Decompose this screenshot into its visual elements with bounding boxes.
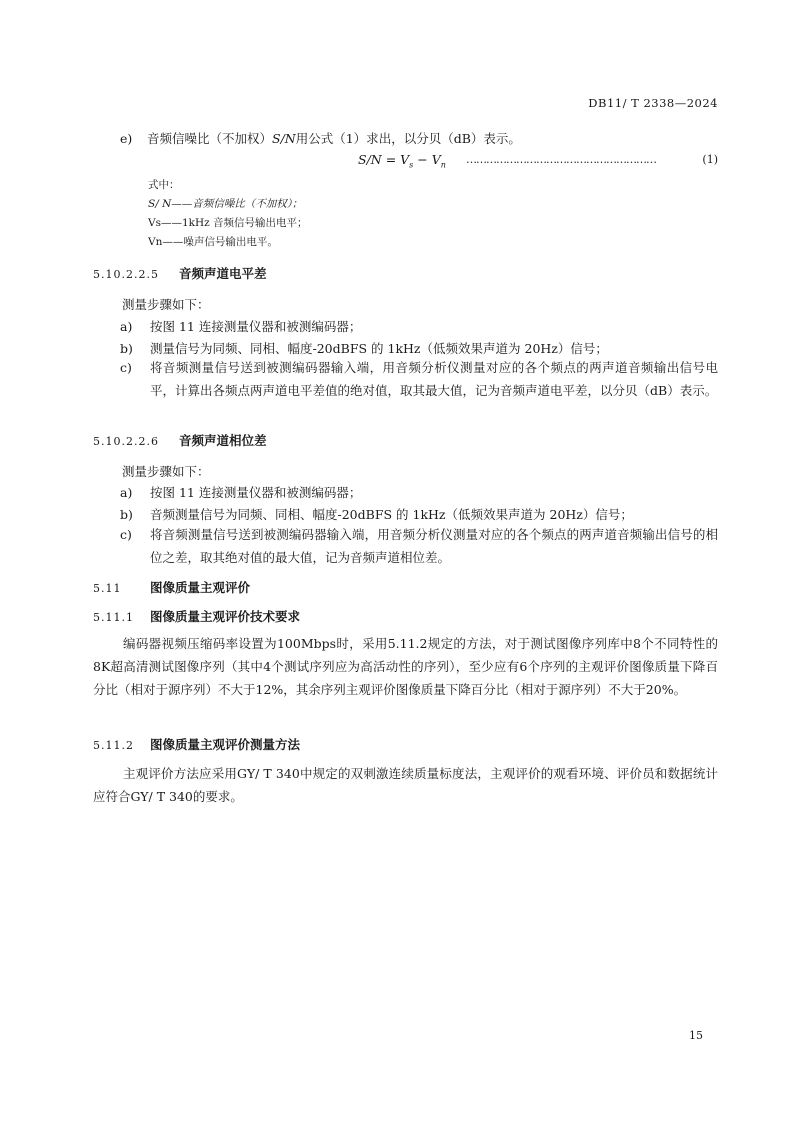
list-marker: a) [120,319,133,334]
steps-intro: 测量步骤如下： [122,297,210,312]
def-vn-text: Vn——噪声信号输出电平。 [148,236,278,248]
item-e-text-pre: 音频信噪比（不加权） [147,131,273,146]
formula [358,148,446,177]
section-heading-5-11 [93,578,250,596]
section-heading-5-11-2 [93,735,300,753]
section-number: 5.10.2.2.5 [93,268,159,281]
section-number: 5.11.2 [93,739,134,752]
list-marker: e) [120,131,133,146]
item-e-var: S/N [272,131,296,146]
where-intro: 式中： [148,179,180,191]
formula-eq: = [381,152,401,167]
section-title: 音频声道电平差 [179,266,267,281]
steps-intro: 测量步骤如下： [122,464,210,479]
paragraph-5-11-2: 主观评价方法应采用GY/ T 340中规定的双刺激连续质量标度法，主观评价的观看环境、评价员和数据统计应符合GY/ T 340的要求。 [93,766,718,804]
formula-vn-sub: n [440,160,446,170]
list-marker: c) [120,527,132,542]
formula-vs: V [400,152,410,167]
section-heading-5-11-1 [93,607,300,625]
list-marker: b) [120,507,133,522]
page-number: 15 [689,1029,703,1042]
formula-leader-dots: ………………………………………………… [466,153,656,166]
list-text: 按图 11 连接测量仪器和被测编码器； [150,485,362,500]
def-vs-text: Vs——1kHz 音频信号输出电平； [148,217,308,229]
where-def-sn [148,196,303,211]
section-title: 图像质量主观评价测量方法 [150,737,301,752]
list-text: 测量信号为同频、同相、幅度-20dBFS 的 1kHz（低频效果声道为 20Hz）信号； [150,341,608,356]
def-sn-text: S/ N——音频信噪比（不加权）； [148,198,303,210]
formula-number: (1) [702,153,718,166]
list-marker: a) [120,485,133,500]
list-item-a [120,315,718,338]
list-marker: b) [120,341,133,356]
section-number: 5.11 [93,582,122,595]
section-title: 图像质量主观评价技术要求 [150,609,301,624]
formula-vn: V [431,152,441,167]
list-text: 将音频测量信号送到被测编码器输入端，用音频分析仪测量对应的各个频点的两声道音频输出信号的相位之差，取其绝对值的最大值，记为音频声道相位差。 [150,527,718,565]
document-id: DB11/ T 2338—2024 [588,96,718,110]
section-heading-5-10-2-2-6 [93,431,267,449]
item-e-text-post: 用公式（1）求出，以分贝（dB）表示。 [295,131,521,146]
formula-vs-sub: s [409,160,414,170]
section-number: 5.11.1 [93,611,134,624]
list-item-c [120,356,718,402]
where-def-vs [148,215,308,230]
list-marker: c) [120,360,132,375]
list-text: 音频测量信号为同频、同相、幅度-20dBFS 的 1kHz（低频效果声道为 20Hz）信号； [150,507,633,522]
list-item-e [120,127,521,150]
section-number: 5.10.2.2.6 [93,435,159,448]
list-text: 按图 11 连接测量仪器和被测编码器； [150,319,362,334]
paragraph-5-11-1: 编码器视频压缩码率设置为100Mbps时，采用5.11.2规定的方法，对于测试图像序列库中8个不同特性的8K超高清测试图像序列（其中4个测试序列应为高活动性的序列），至少应有6个序列的主观评价图像质量下降百分比（相对于源序列）不大于12%，其余序列主观评价图像质量下降百分比（相对于源序列）不大于20%。 [93,636,718,697]
section-heading-5-10-2-2-5 [93,264,267,282]
section-title: 图像质量主观评价 [150,580,251,595]
where-def-vn [148,234,278,249]
list-text: 将音频测量信号送到被测编码器输入端，用音频分析仪测量对应的各个频点的两声道音频输出信号电平，计算出各频点两声道电平差值的绝对值，取其最大值，记为音频声道电平差，以分贝（dB）表示。 [150,360,718,398]
section-title: 音频声道相位差 [179,433,267,448]
list-item-c [120,523,718,569]
formula-lhs: S/N [358,152,382,167]
formula-minus: − [413,152,432,167]
list-item-a [120,481,718,504]
